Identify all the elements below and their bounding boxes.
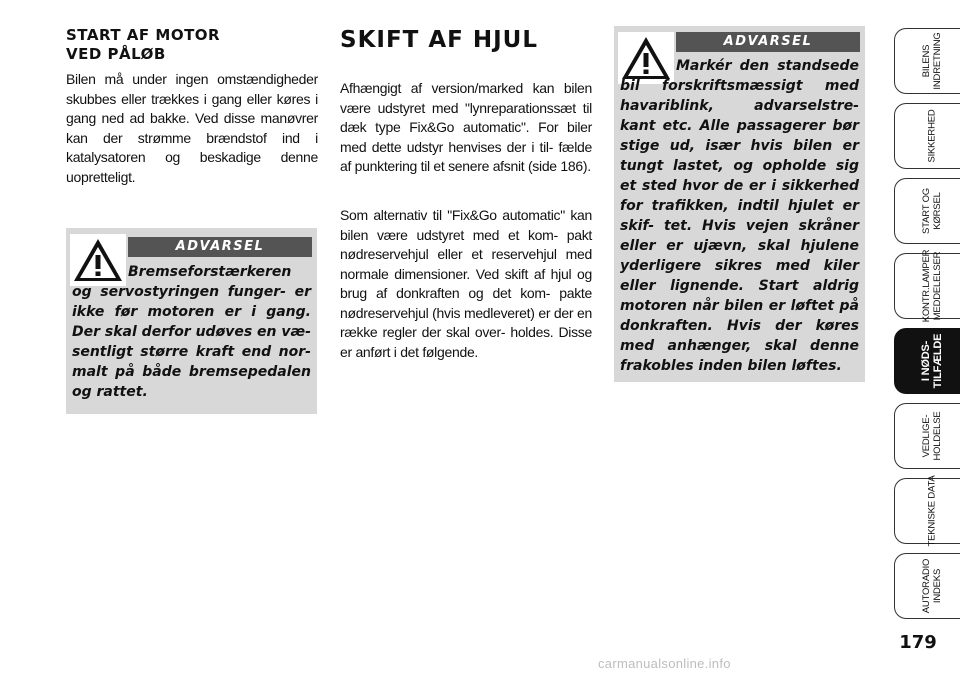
section-heading-wheel-change: SKIFT AF HJUL [340,27,539,53]
watermark: carmanualsonline.info [598,656,731,671]
tab-label: I NØDS- TILFÆLDE [919,333,944,389]
heading-line-2: VED PÅLØB [66,45,166,63]
warning-label: ADVARSEL [676,32,860,52]
tab-label: BILENS INDRETNING [920,32,943,90]
tab-label: AUTORADIO INDEKS [920,558,943,614]
section-heading-start-motor [66,26,318,64]
warning-text-brakes: Bremseforstærkeren og servostyringen funger- er ikke før motoren er i gang. Der skal derfor udøves en væ- sentligt større kraft end nor- malt på både bremsepedalen og rattet. [72,264,311,400]
heading-line-1: START AF MOTOR [66,26,221,44]
tab-bilens-indretning[interactable] [894,28,960,94]
tab-label: TEKNISKE DATA [926,475,937,547]
warning-label: ADVARSEL [128,237,312,257]
wheel-change-paragraph-2: Som alternativ til "Fix&Go automatic" kan bilen være udstyret med et kom- pakt nødreservehjul eller et reservehjul med normale dimensioner. Ved skift af hjul og brug af donkraften og det kom- pakte nødreservehjul (hvis medleveret) er der en række regler der skal over- holdes. Disse er anført i det følgende. [340,207,592,360]
start-motor-body: Bilen må under ingen omstændigheder skubbes eller trækkes i gang eller køres i gang ned ad bakke. Ved disse manøvrer kan der strømme brændstof ind i katalysatoren og beskadige denne uopretteligt. [66,71,318,185]
warning-box-brakes [66,228,317,414]
tab-kontrollamper[interactable] [894,249,960,323]
wheel-change-paragraph-1: Afhængigt af version/marked kan bilen være udstyret med "lynreparationssæt til dæk type Fix&Go automatic". For biler med dette udstyr henvises der i til- fælde af punktering til et senere afsnit (side 186). [340,80,592,174]
tab-start-og-korsel[interactable] [894,178,960,244]
warning-box-wheel-change [614,26,865,382]
tab-label: KONTR.LAMPER MEDDELELSER [920,249,943,323]
tab-autoradio-indeks[interactable] [894,553,960,619]
page-number: 179 [899,632,937,653]
tab-label: SIKKERHED [926,109,937,163]
warning-text-wheel-change: Markér den standsede bil forskriftsmæssigt med havariblink, advarselstre- kant etc. Alle passagerer bør stige ud, især hvis bilen er tungt lastet, og opholde sig et sted hvor de er i sikkerhed for trafikken, indtil hjulet er skif- tet. Hvis vejen skråner eller er ujævn, skal hjulene yderligere sikres med kiler eller lignende. Start aldrig motoren når bilen er løftet på donkraften. Hvis der køres med anhænger, skal denne frakobles inden bilen løftes. [620,58,859,374]
tab-tekniske-data[interactable] [894,475,960,547]
tab-label: VEDLIGE- HOLDELSE [920,411,943,461]
tab-vedligeholdelse[interactable] [894,403,960,469]
tab-label: START OG KØRSEL [920,188,943,234]
tab-i-nodstilfaelde[interactable] [894,328,960,394]
chapter-tabs [886,0,960,677]
tab-sikkerhed[interactable] [894,103,960,169]
